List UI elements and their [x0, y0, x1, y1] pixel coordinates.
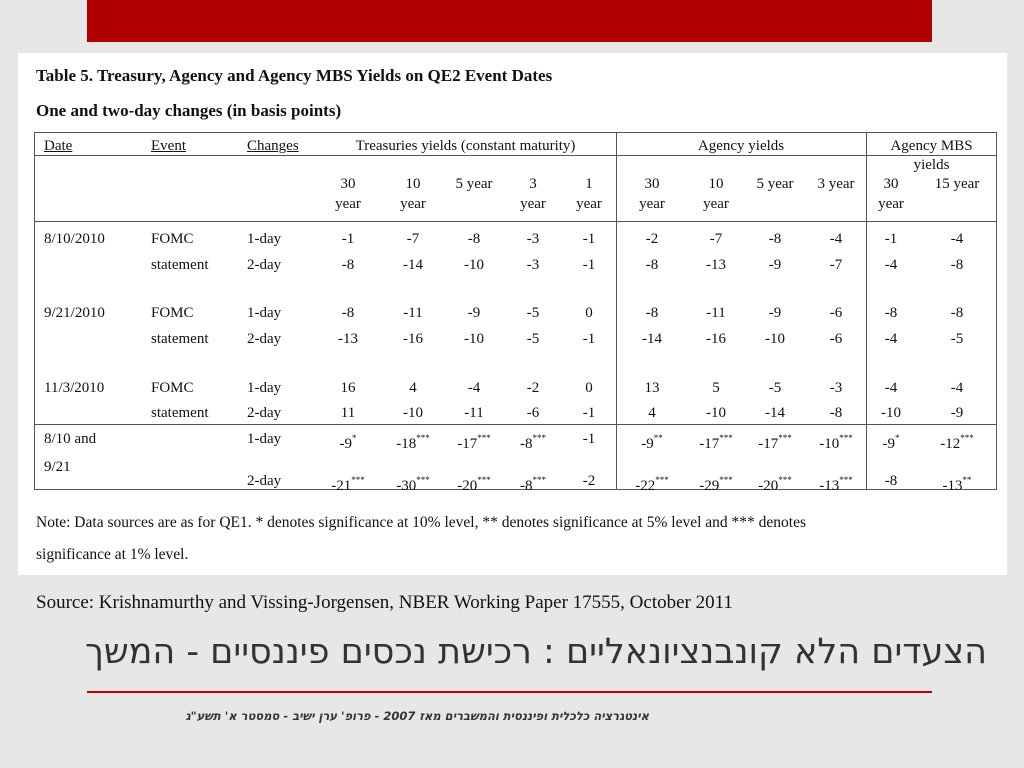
table-cell — [622, 430, 682, 453]
table-cell — [444, 430, 504, 453]
cell-value: -1 — [582, 405, 596, 421]
slide-title: הצעדים הלא קונבנציונאליים : רכישת נכסים פיננסיים - המשך — [85, 632, 987, 672]
cell-value: -8 — [950, 257, 964, 273]
cell-value: -10 — [706, 405, 726, 421]
significance-marker: *** — [839, 433, 853, 443]
column-header-5-line2: year — [639, 196, 665, 212]
cell-value: -12 — [940, 436, 961, 452]
significance-marker: * — [895, 433, 900, 443]
table-cell — [622, 304, 682, 322]
cell-value: 16 — [340, 380, 356, 396]
cell-value: -8 — [950, 305, 964, 321]
table-cell — [806, 404, 866, 422]
significance-marker: *** — [960, 433, 974, 443]
table-cell — [559, 430, 619, 448]
cell-value: -30 — [396, 478, 417, 494]
cell-value: 0 — [585, 380, 593, 396]
cell-value: -10 — [464, 257, 484, 273]
cell-value: -21 — [331, 478, 352, 494]
table-cell — [927, 256, 987, 274]
cell-value: -4 — [467, 380, 481, 396]
cell-value: -9 — [339, 436, 352, 452]
cell-value: -9 — [882, 436, 895, 452]
cell-value: -5 — [526, 305, 540, 321]
column-header-8: 3 year — [817, 176, 855, 192]
significance-marker: *** — [532, 433, 546, 443]
table-cell — [861, 379, 921, 397]
cell-value: -10 — [819, 436, 840, 452]
table-cell — [503, 430, 563, 453]
significance-marker: *** — [416, 475, 430, 485]
table-cell — [559, 330, 619, 348]
table-cell — [622, 472, 682, 495]
row-change: 1-day — [247, 305, 282, 321]
table-cell — [686, 330, 746, 348]
table-cell — [686, 379, 746, 397]
cell-value: -5 — [768, 380, 782, 396]
row-date: 8/10 and — [44, 431, 97, 447]
cell-value: -17 — [758, 436, 779, 452]
row-event: statement — [151, 257, 209, 273]
cell-value: -4 — [950, 380, 964, 396]
table-cell — [383, 472, 443, 495]
table-cell — [861, 330, 921, 348]
column-header-0-line2: year — [335, 196, 361, 212]
column-header-3: 3 — [529, 176, 537, 192]
table-cell — [444, 472, 504, 495]
row-event: FOMC — [151, 231, 194, 247]
slide-footer: אינטגרציה כלכלית ופיננסית והמשברים מאז 2007 - פרופ' ערן ישיב - סמסטר א' תשע"ג — [185, 709, 649, 723]
table-cell — [861, 256, 921, 274]
significance-marker: *** — [719, 475, 733, 485]
table-cell — [383, 230, 443, 248]
cell-value: -6 — [829, 305, 843, 321]
cell-value: -8 — [341, 305, 355, 321]
column-header-6: 10 — [708, 176, 724, 192]
table-cell — [745, 404, 805, 422]
column-header-1-line2: year — [400, 196, 426, 212]
row-event: statement — [151, 405, 209, 421]
cell-value: -8 — [645, 305, 659, 321]
cell-value: -1 — [582, 257, 596, 273]
table-cell — [622, 330, 682, 348]
table-cell — [318, 230, 378, 248]
cell-value: -11 — [464, 405, 484, 421]
cell-value: -20 — [758, 478, 779, 494]
table-cell — [503, 379, 563, 397]
cell-value: -4 — [884, 331, 898, 347]
table-cell — [444, 379, 504, 397]
cell-value: -4 — [884, 380, 898, 396]
cell-value: -1 — [884, 231, 898, 247]
column-header-2: 5 year — [455, 176, 493, 192]
table-cell — [861, 230, 921, 248]
header-top-rule — [34, 155, 997, 156]
table-cell — [444, 256, 504, 274]
cell-value: -7 — [829, 257, 843, 273]
row-change: 2-day — [247, 473, 282, 489]
table-cell — [444, 230, 504, 248]
cell-value: -4 — [884, 257, 898, 273]
header-treasuries-group: Treasuries yields (constant maturity) — [355, 138, 576, 154]
significance-marker: ** — [653, 433, 663, 443]
table-title: Table 5. Treasury, Agency and Agency MBS Yields on QE2 Event Dates — [36, 66, 553, 85]
row-change: 1-day — [247, 431, 282, 447]
table-cell — [622, 256, 682, 274]
column-header-0: 30 — [340, 176, 356, 192]
table-cell — [745, 304, 805, 322]
summary-date-line2: 9/21 — [44, 459, 71, 475]
column-header-3-line2: year — [520, 196, 546, 212]
table-cell — [318, 256, 378, 274]
header-changes: Changes — [247, 138, 299, 154]
table-cell — [861, 404, 921, 422]
table-cell — [745, 430, 805, 453]
cell-value: -7 — [709, 231, 723, 247]
table-cell — [559, 304, 619, 322]
table-cell — [622, 230, 682, 248]
cell-value: -17 — [699, 436, 720, 452]
cell-value: -17 — [457, 436, 478, 452]
table-cell — [318, 304, 378, 322]
cell-value: -9 — [768, 305, 782, 321]
table-cell — [559, 230, 619, 248]
table-cell — [745, 472, 805, 495]
table-cell — [559, 472, 619, 490]
cell-value: -8 — [768, 231, 782, 247]
cell-value: -10 — [881, 405, 901, 421]
table-cell — [927, 230, 987, 248]
title-underline — [87, 691, 932, 693]
table-subtitle: One and two-day changes (in basis points) — [36, 101, 342, 120]
significance-marker: *** — [778, 433, 792, 443]
table-cell — [806, 230, 866, 248]
cell-value: -16 — [706, 331, 726, 347]
cell-value: -29 — [699, 478, 720, 494]
cell-value: -14 — [765, 405, 785, 421]
column-header-9: 30 — [883, 176, 899, 192]
table-cell — [383, 430, 443, 453]
cell-value: -13 — [338, 331, 358, 347]
table-cell — [806, 472, 866, 495]
row-change: 2-day — [247, 405, 282, 421]
summary-rule — [34, 424, 997, 425]
header-bottom-rule — [34, 221, 997, 222]
cell-value: -2 — [645, 231, 659, 247]
column-header-1: 10 — [405, 176, 421, 192]
table-cell — [444, 330, 504, 348]
significance-marker: *** — [655, 475, 669, 485]
cell-value: -20 — [457, 478, 478, 494]
cell-value: -1 — [341, 231, 355, 247]
cell-value: -5 — [950, 331, 964, 347]
significance-marker: *** — [778, 475, 792, 485]
cell-value: -13 — [706, 257, 726, 273]
column-header-9-line2: year — [878, 196, 904, 212]
cell-value: -1 — [582, 231, 596, 247]
table-cell — [745, 230, 805, 248]
table-cell — [927, 379, 987, 397]
top-accent-bar — [87, 0, 932, 42]
cell-value: -6 — [829, 331, 843, 347]
significance-marker: *** — [532, 475, 546, 485]
row-date: 11/3/2010 — [44, 380, 105, 396]
source-citation: Source: Krishnamurthy and Vissing-Jorgensen, NBER Working Paper 17555, October 2011 — [36, 592, 733, 613]
cell-value: -9 — [768, 257, 782, 273]
table-cell — [806, 304, 866, 322]
cell-value: 11 — [340, 405, 356, 421]
significance-marker: *** — [416, 433, 430, 443]
table-cell — [559, 256, 619, 274]
cell-value: -8 — [645, 257, 659, 273]
cell-value: -18 — [396, 436, 417, 452]
row-event: FOMC — [151, 380, 194, 396]
table-cell — [503, 256, 563, 274]
table-cell — [318, 430, 378, 453]
table-cell — [686, 304, 746, 322]
cell-value: -11 — [706, 305, 726, 321]
table-cell — [318, 330, 378, 348]
cell-value: -6 — [526, 405, 540, 421]
table-cell — [503, 472, 563, 495]
table-cell — [383, 404, 443, 422]
table-cell — [686, 472, 746, 495]
table-cell — [383, 256, 443, 274]
table-cell — [622, 379, 682, 397]
cell-value: -22 — [635, 478, 656, 494]
cell-value: -1 — [582, 331, 596, 347]
cell-value: -3 — [526, 231, 540, 247]
header-event: Event — [151, 138, 186, 154]
cell-value: 4 — [648, 405, 656, 421]
row-date: 9/21/2010 — [44, 305, 105, 321]
table-cell — [318, 472, 378, 495]
table-note-line1: Note: Data sources are as for QE1. * denotes significance at 10% level, ** denotes significance at 5% level and *** denotes — [36, 514, 806, 531]
cell-value: -5 — [526, 331, 540, 347]
cell-value: -4 — [829, 231, 843, 247]
row-change: 1-day — [247, 231, 282, 247]
column-header-4: 1 — [585, 176, 593, 192]
cell-value: -1 — [582, 431, 596, 447]
header-agency-group: Agency yields — [697, 138, 785, 154]
cell-value: -7 — [406, 231, 420, 247]
cell-value: 4 — [409, 380, 417, 396]
cell-value: -10 — [464, 331, 484, 347]
significance-marker: *** — [839, 475, 853, 485]
cell-value: -10 — [403, 405, 423, 421]
cell-value: -8 — [520, 436, 533, 452]
cell-value: -2 — [526, 380, 540, 396]
cell-value: -9 — [950, 405, 964, 421]
table-cell — [806, 379, 866, 397]
table-cell — [745, 330, 805, 348]
cell-value: -9 — [641, 436, 654, 452]
significance-marker: *** — [351, 475, 365, 485]
table-cell — [686, 256, 746, 274]
column-header-4-line2: year — [576, 196, 602, 212]
table-cell — [686, 430, 746, 453]
table-cell — [318, 379, 378, 397]
table-cell — [861, 304, 921, 322]
table-note-line2: significance at 1% level. — [36, 546, 189, 563]
cell-value: -3 — [526, 257, 540, 273]
table-cell — [927, 330, 987, 348]
cell-value: -14 — [403, 257, 423, 273]
cell-value: -13 — [942, 478, 963, 494]
table-cell — [745, 256, 805, 274]
table-cell — [559, 379, 619, 397]
row-date: 8/10/2010 — [44, 231, 105, 247]
cell-value: -8 — [829, 405, 843, 421]
table-cell — [503, 304, 563, 322]
table-cell — [503, 404, 563, 422]
significance-marker: *** — [719, 433, 733, 443]
cell-value: -10 — [765, 331, 785, 347]
table-cell — [927, 472, 987, 495]
cell-value: -2 — [582, 473, 596, 489]
cell-value: -9 — [467, 305, 481, 321]
column-header-5: 30 — [644, 176, 660, 192]
cell-value: -11 — [403, 305, 423, 321]
column-header-6-line2: year — [703, 196, 729, 212]
significance-marker: ** — [962, 475, 972, 485]
table-cell — [861, 430, 921, 453]
table-cell — [444, 304, 504, 322]
cell-value: -3 — [829, 380, 843, 396]
table-cell — [622, 404, 682, 422]
cell-value: -13 — [819, 478, 840, 494]
table-cell — [927, 430, 987, 453]
table-cell — [503, 230, 563, 248]
row-change: 1-day — [247, 380, 282, 396]
row-event: statement — [151, 331, 209, 347]
cell-value: -8 — [884, 305, 898, 321]
table-cell — [318, 404, 378, 422]
cell-value: -8 — [341, 257, 355, 273]
cell-value: -8 — [884, 473, 898, 489]
table-cell — [686, 230, 746, 248]
row-change: 2-day — [247, 331, 282, 347]
table-cell — [927, 304, 987, 322]
row-change: 2-day — [247, 257, 282, 273]
cell-value: -16 — [403, 331, 423, 347]
table-cell — [383, 379, 443, 397]
cell-value: 5 — [712, 380, 720, 396]
cell-value: 13 — [644, 380, 660, 396]
header-mbs-group: Agency MBS — [890, 138, 973, 154]
cell-value: -8 — [467, 231, 481, 247]
row-event: FOMC — [151, 305, 194, 321]
table-cell — [806, 256, 866, 274]
table-cell — [383, 304, 443, 322]
header-date: Date — [44, 138, 73, 154]
significance-marker: *** — [477, 475, 491, 485]
table-cell — [559, 404, 619, 422]
cell-value: -14 — [642, 331, 662, 347]
table-cell — [383, 330, 443, 348]
table-cell — [503, 330, 563, 348]
significance-marker: * — [352, 433, 357, 443]
table-cell — [927, 404, 987, 422]
header-mbs-group-line2: yields — [913, 157, 950, 173]
table-cell — [806, 430, 866, 453]
table-cell — [861, 472, 921, 490]
table-cell — [745, 379, 805, 397]
cell-value: -4 — [950, 231, 964, 247]
table-cell — [806, 330, 866, 348]
column-header-10: 15 year — [934, 176, 980, 192]
cell-value: 0 — [585, 305, 593, 321]
significance-marker: *** — [477, 433, 491, 443]
table-cell — [444, 404, 504, 422]
cell-value: -8 — [520, 478, 533, 494]
column-header-7: 5 year — [756, 176, 794, 192]
table-cell — [686, 404, 746, 422]
